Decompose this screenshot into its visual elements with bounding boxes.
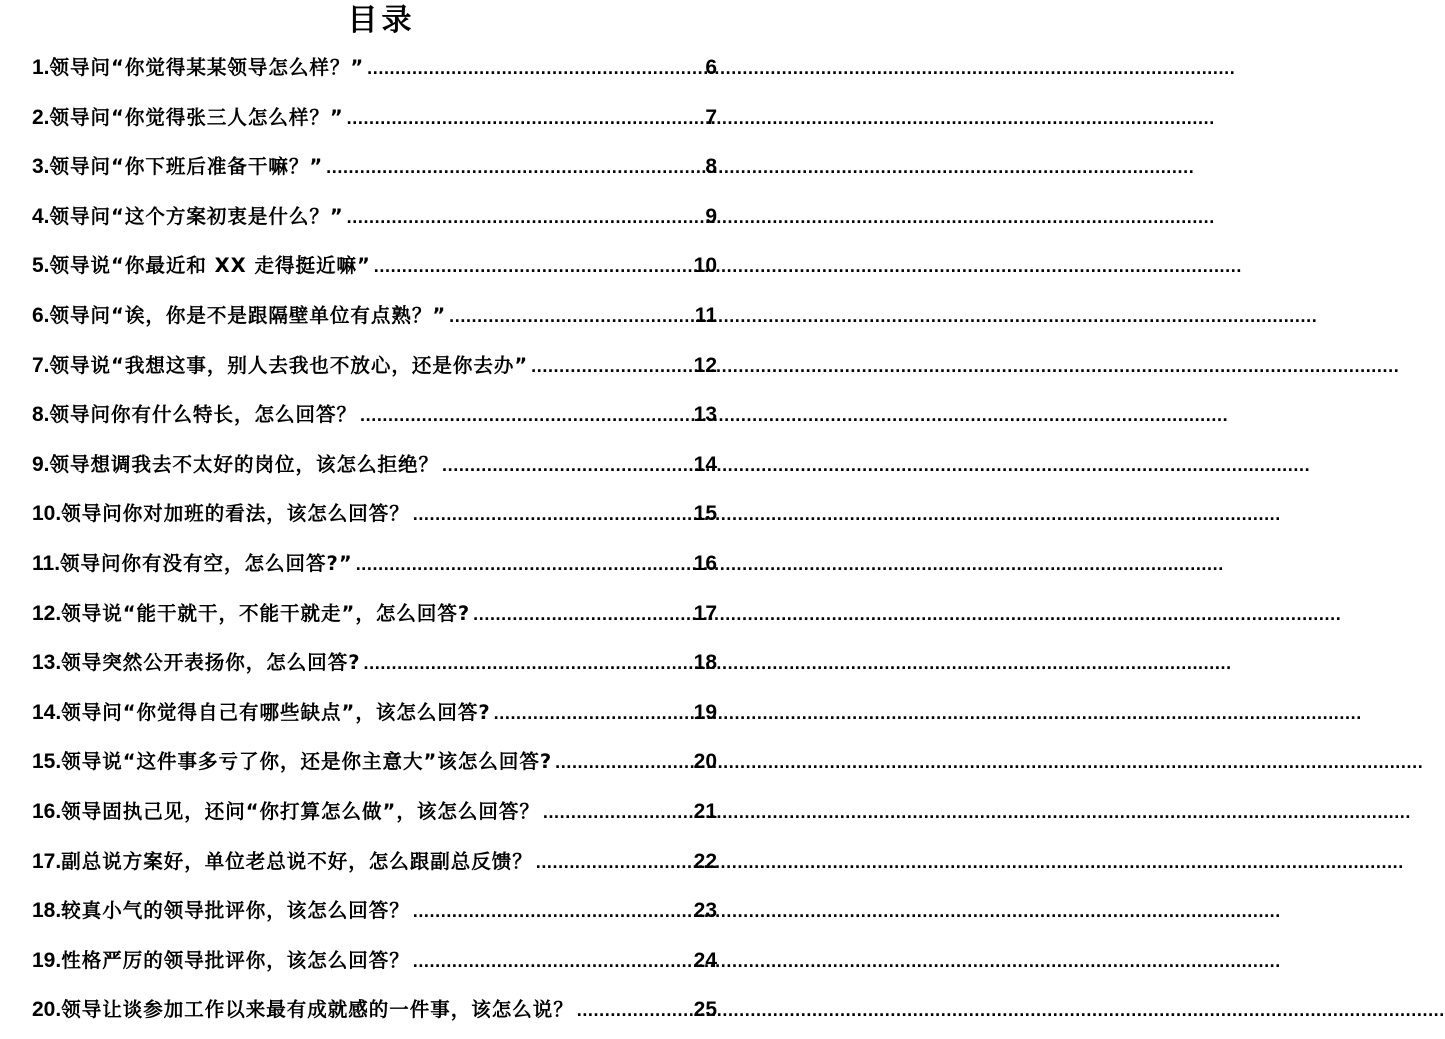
toc-entry-text: [32, 741, 552, 782]
toc-entry-label: 领导问你有什么特长，怎么回答？: [49, 403, 358, 427]
toc-entry-text: [32, 543, 353, 584]
toc-entry-label: 领导让谈参加工作以来最有成就感的一件事，该怎么说？: [61, 998, 574, 1022]
toc-dot-leader: [543, 792, 692, 832]
toc-entry[interactable]: [32, 444, 717, 494]
toc-entry-label: 领导想调我去不太好的岗位，该怎么拒绝？: [49, 452, 440, 476]
toc-dot-leader: [494, 693, 692, 733]
toc-entry-number: 9.: [32, 452, 50, 476]
toc-entry-text: [32, 642, 361, 683]
toc-entry-page: 8: [705, 155, 717, 179]
toc-dot-leader: [531, 346, 691, 386]
toc-entry-number: 14.: [32, 700, 62, 724]
toc-dot-leader: [364, 643, 692, 683]
toc-entry-label: 领导说“你最近和 XX 走得挺近嘛”: [49, 254, 371, 278]
toc-entry-page: 11: [694, 303, 717, 327]
toc-entry-text: [32, 841, 533, 882]
toc-entry[interactable]: [32, 940, 717, 990]
toc-entry-text: [32, 97, 344, 138]
toc-entry-text: [32, 196, 344, 237]
toc-entry[interactable]: [32, 791, 717, 841]
toc-entry-page: 21: [693, 799, 717, 823]
toc-entry-number: 3.: [32, 155, 50, 179]
toc-entry-number: 10.: [32, 502, 62, 526]
toc-entry-text: [32, 890, 410, 931]
toc-entry-label: 领导说“这件事多亏了你，还是你主意大”该怎么回答?: [61, 750, 553, 774]
toc-dot-leader: [374, 246, 692, 286]
toc-entry-label: 领导说“能干就干，不能干就走”，怎么回答?: [61, 601, 471, 625]
toc-entry-number: 12.: [32, 601, 62, 625]
toc-entry[interactable]: [32, 841, 717, 891]
toc-dot-leader: [449, 296, 693, 336]
toc-entry-page: 19: [693, 700, 717, 724]
toc-entry-label: 领导问“你下班后准备干嘛？”: [49, 155, 324, 179]
toc-entry-page: 7: [705, 105, 717, 129]
toc-entry-text: [32, 245, 371, 286]
toc-dot-leader: [413, 941, 692, 981]
toc-entry[interactable]: [32, 642, 717, 692]
toc-entry[interactable]: [32, 692, 717, 742]
toc-dot-leader: [326, 147, 703, 187]
toc-entry[interactable]: [32, 543, 717, 593]
toc-entry-text: [32, 444, 439, 485]
toc-entry[interactable]: [32, 741, 717, 791]
toc-entry-page: 9: [705, 204, 717, 228]
toc-entry-number: 2.: [32, 105, 50, 129]
toc-dot-leader: [347, 197, 704, 237]
toc-entry-number: 17.: [32, 849, 62, 873]
toc-entry[interactable]: [32, 146, 717, 196]
toc-dot-leader: [367, 48, 703, 88]
toc-entry-number: 1.: [32, 56, 50, 79]
toc-title: 目录: [347, 3, 416, 38]
toc-entry[interactable]: [32, 394, 717, 444]
toc-entry-page: 17: [693, 601, 717, 625]
toc-dot-leader: [473, 594, 691, 634]
toc-dot-leader: [356, 544, 692, 584]
toc-dot-leader: [555, 742, 691, 782]
toc-entry-label: 领导问“你觉得某某领导怎么样？”: [49, 56, 365, 79]
toc-entry-number: 15.: [32, 750, 62, 774]
toc-dot-leader: [577, 990, 692, 1030]
toc-entry-number: 19.: [32, 948, 62, 972]
toc-entry-text: [32, 345, 528, 386]
toc-entry[interactable]: [32, 345, 717, 395]
toc-entry-number: 16.: [32, 799, 62, 823]
toc-entry-text: [32, 692, 491, 733]
toc-entry-page: 23: [693, 899, 717, 923]
toc-entry-page: 12: [693, 353, 717, 377]
toc-dot-leader: [442, 445, 692, 485]
toc-entry-number: 6.: [32, 303, 50, 327]
toc-entry-page: 20: [693, 750, 717, 774]
toc-entry-number: 11.: [32, 551, 61, 575]
toc-entry-text: [32, 146, 323, 187]
toc-entry-number: 7.: [32, 353, 50, 377]
toc-entry-page: 13: [693, 403, 717, 427]
toc-entry-label: 较真小气的领导批评你，该怎么回答？: [61, 899, 410, 923]
toc-entry-number: 4.: [32, 204, 50, 228]
toc-entry-page: 14: [693, 452, 717, 476]
toc-entry[interactable]: [32, 97, 717, 147]
toc-entry-label: 领导说“我想这事，别人去我也不放心，还是你去办”: [49, 353, 529, 377]
toc-entry-label: 领导问“你觉得张三人怎么样？”: [49, 105, 344, 129]
toc-entry-page: 15: [693, 502, 717, 526]
toc-entry-text: [32, 593, 470, 634]
toc-entry[interactable]: [32, 989, 717, 1039]
toc-entry-page: 24: [693, 948, 717, 972]
toc-entry[interactable]: [32, 245, 717, 295]
toc-dot-leader: [360, 395, 692, 435]
toc-entry-label: 领导问“你觉得自己有哪些缺点”，该怎么回答?: [61, 700, 491, 724]
toc-entry-text: [32, 493, 410, 534]
toc-entry-label: 副总说方案好，单位老总说不好，怎么跟副总反馈？: [61, 849, 533, 873]
toc-entry-page: 16: [693, 551, 717, 575]
toc-entry-page: 6: [705, 56, 717, 79]
toc-entry-text: [32, 394, 357, 435]
toc-list: [32, 47, 717, 1039]
toc-entry-label: 领导固执己见，还问“你打算怎么做”，该怎么回答？: [61, 799, 540, 823]
toc-entry-label: 领导问你有没有空，怎么回答?”: [60, 551, 353, 575]
toc-entry-label: 性格严厉的领导批评你，该怎么回答？: [61, 948, 410, 972]
toc-dot-leader: [536, 842, 692, 882]
toc-entry-label: 领导问“这个方案初衷是什么？”: [49, 204, 344, 228]
toc-entry[interactable]: [32, 47, 717, 97]
toc-entry-page: 18: [693, 651, 717, 675]
toc-entry-page: 25: [693, 998, 717, 1022]
toc-entry[interactable]: [32, 890, 717, 940]
toc-entry-number: 20.: [32, 998, 62, 1022]
toc-entry[interactable]: [32, 593, 717, 643]
toc-entry[interactable]: [32, 295, 717, 345]
toc-entry-page: 22: [693, 849, 717, 873]
toc-dot-leader: [413, 891, 692, 931]
toc-entry[interactable]: [32, 493, 717, 543]
toc-entry-label: 领导问“诶，你是不是跟隔壁单位有点熟？”: [49, 303, 447, 327]
toc-entry-text: [32, 791, 540, 832]
toc-entry-page: 10: [693, 254, 717, 278]
toc-entry-number: 13.: [32, 651, 62, 675]
toc-entry-text: [32, 295, 446, 336]
toc-entry-number: 18.: [32, 899, 62, 923]
toc-entry-text: [32, 940, 410, 981]
toc-entry-label: 领导问你对加班的看法，该怎么回答？: [61, 502, 410, 526]
toc-entry-text: [32, 47, 364, 88]
toc-entry[interactable]: [32, 196, 717, 246]
toc-dot-leader: [347, 98, 704, 138]
toc-entry-number: 8.: [32, 403, 50, 427]
toc-entry-label: 领导突然公开表扬你，怎么回答?: [61, 651, 361, 675]
toc-entry-number: 5.: [32, 254, 50, 278]
toc-entry-text: [32, 989, 574, 1030]
toc-dot-leader: [413, 494, 692, 534]
